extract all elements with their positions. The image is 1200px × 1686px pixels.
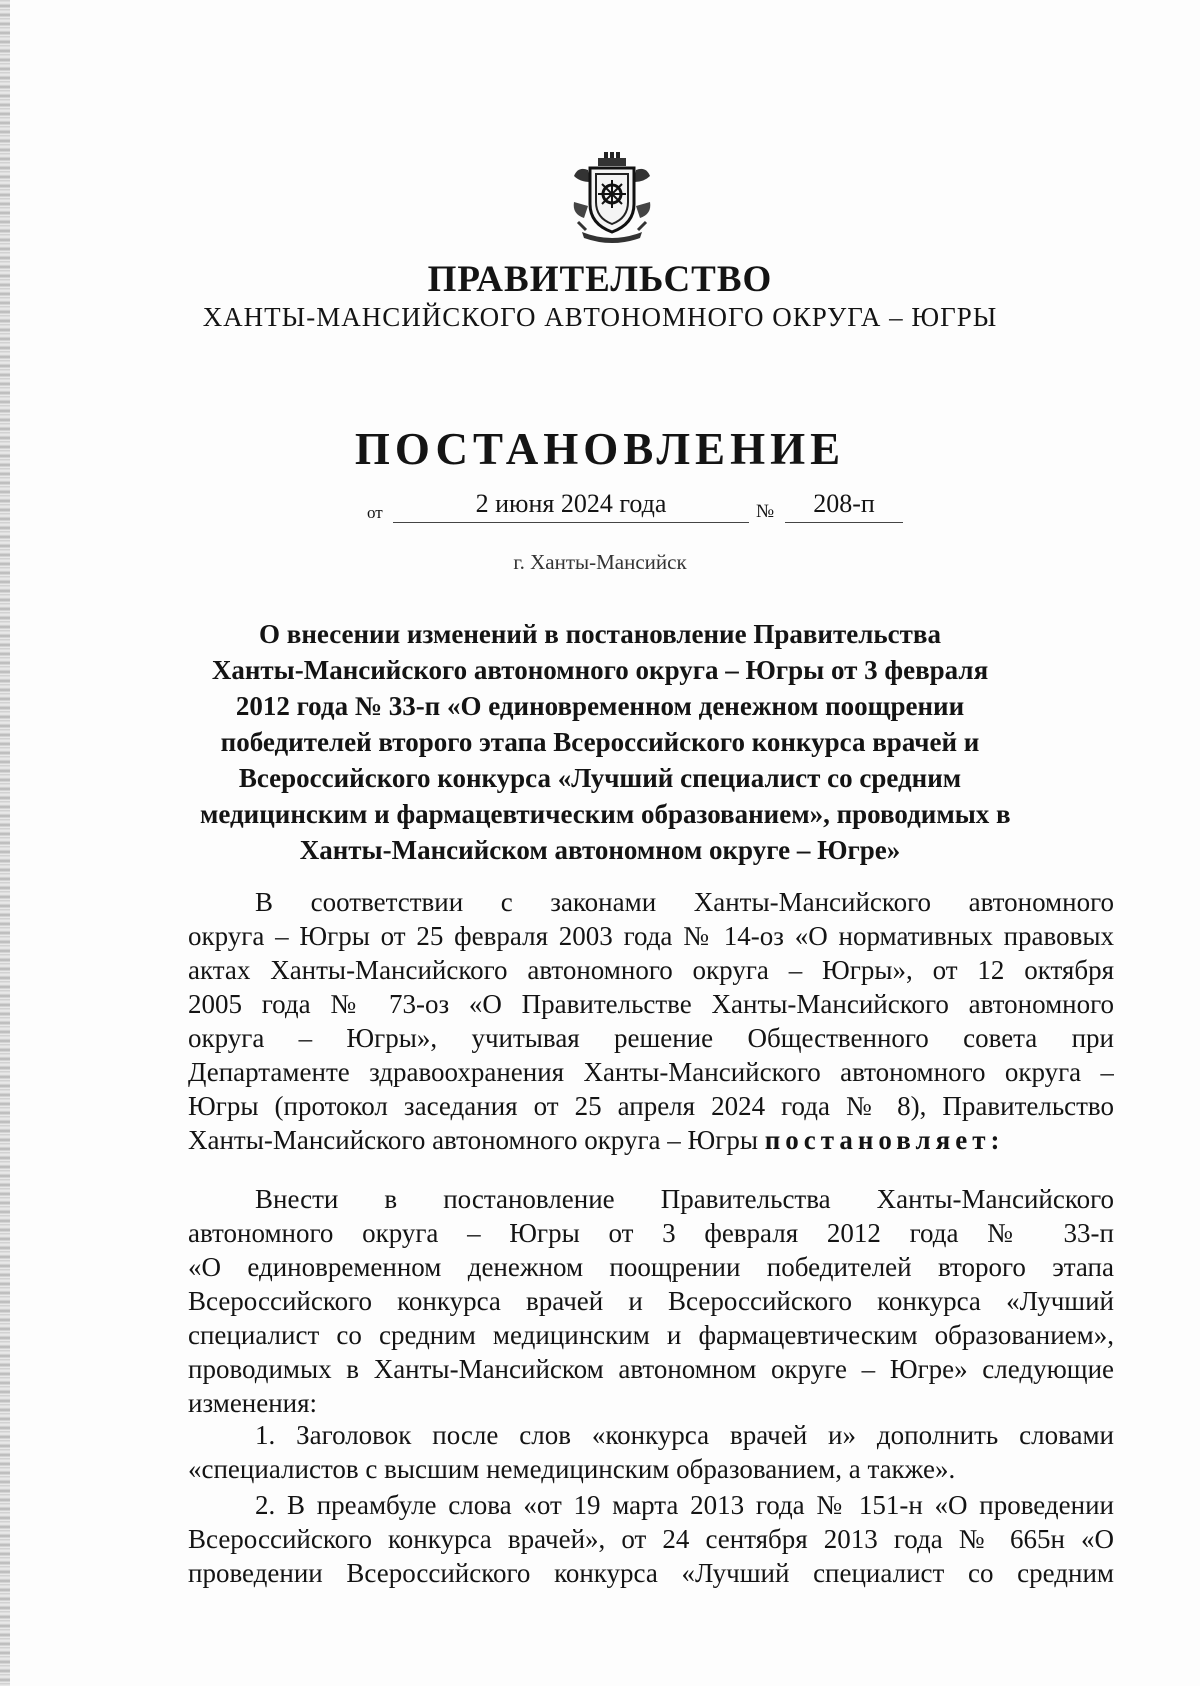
text-line-last — [188, 1123, 1114, 1157]
document-heading — [200, 616, 1011, 868]
text-line: Внести в постановление Правительства Ханты-Мансийского — [255, 1184, 1114, 1214]
list-item — [188, 1488, 1114, 1590]
preamble-paragraph — [188, 885, 1114, 1157]
date-number-line — [0, 487, 1200, 527]
text-line: проводимых в Ханты-Мансийском автономном округе – Югре» следующие — [188, 1354, 1114, 1384]
heading-line: медицинским и фармацевтическим образованием», проводимых в — [200, 799, 1011, 829]
text-line: Югры (протокол заседания от 25 апреля 2024 года № 8), Правительство — [188, 1091, 1114, 1121]
heading-line: Ханты-Мансийском автономном округе – Югре» — [299, 835, 901, 865]
resolves-word: постановляет: — [764, 1125, 1005, 1155]
date-underline — [393, 522, 749, 523]
text-line: «специалистов с высшим немедицинским образованием, а также». — [188, 1454, 956, 1484]
heading-line: О внесении изменений в постановление Правительства — [259, 619, 941, 649]
text-line: Всероссийского конкурса врачей и Всероссийского конкурса «Лучший — [188, 1286, 1114, 1316]
government-subtitle: ХАНТЫ-МАНСИЙСКОГО АВТОНОМНОГО ОКРУГА – ЮГРЫ — [202, 302, 998, 332]
text-line: «О единовременном денежном поощрении победителей второго этапа — [188, 1252, 1114, 1282]
text-line: актах Ханты-Мансийского автономного округа – Югры», от 12 октября — [188, 955, 1114, 985]
heading-line: победителей второго этапа Всероссийского конкурса врачей и — [220, 727, 980, 757]
document-date: 2 июня 2024 года — [475, 489, 667, 518]
scan-edge — [0, 0, 10, 1686]
number-underline — [785, 522, 903, 523]
text-line: проведении Всероссийского конкурса «Лучший специалист со средним — [188, 1558, 1114, 1588]
text-line: Департаменте здравоохранения Ханты-Мансийского автономного округа – — [188, 1057, 1114, 1087]
text-line: изменения: — [188, 1388, 318, 1418]
list-item — [188, 1418, 1114, 1486]
number-sign: № — [756, 501, 775, 522]
text-line: округа – Югры», учитывая решение Общественного совета при — [188, 1023, 1114, 1053]
text-line: Всероссийского конкурса врачей», от 24 сентября 2013 года № 665н «О — [188, 1524, 1114, 1554]
text-line: автономного округа – Югры от 3 февраля 2012 года № 33-п — [188, 1218, 1114, 1248]
heading-line: Ханты-Мансийского автономного округа – Югры от 3 февраля — [211, 655, 989, 685]
text-fragment: Ханты-Мансийского автономного округа – Югры — [188, 1125, 758, 1155]
heading-line: 2012 года № 33-п «О единовременном денежном поощрении — [235, 691, 965, 721]
text-line: 1. Заголовок после слов «конкурса врачей и» дополнить словами — [255, 1420, 1114, 1450]
text-line: 2005 года № 73-оз «О Правительстве Ханты-Мансийского автономного — [188, 989, 1114, 1019]
amendment-paragraph — [188, 1182, 1114, 1420]
document-type-title: ПОСТАНОВЛЕНИЕ — [354, 424, 846, 474]
text-line: специалист со средним медицинским и фармацевтическим образованием», — [188, 1320, 1114, 1350]
text-line: 2. В преамбуле слова «от 19 марта 2013 года № 151-н «О проведении — [255, 1490, 1114, 1520]
text-line: В соответствии с законами Ханты-Мансийского автономного — [255, 887, 1114, 917]
city-name: г. Ханты-Мансийск — [513, 550, 687, 574]
heading-line: Всероссийского конкурса «Лучший специалист со средним — [238, 763, 962, 793]
text-line: округа – Югры от 25 февраля 2003 года № 14-оз «О нормативных правовых — [188, 921, 1114, 951]
government-title: ПРАВИТЕЛЬСТВО — [427, 259, 773, 300]
coat-of-arms-emblem — [570, 152, 654, 244]
date-prefix: от — [367, 503, 383, 522]
document-number: 208-п — [813, 489, 875, 518]
